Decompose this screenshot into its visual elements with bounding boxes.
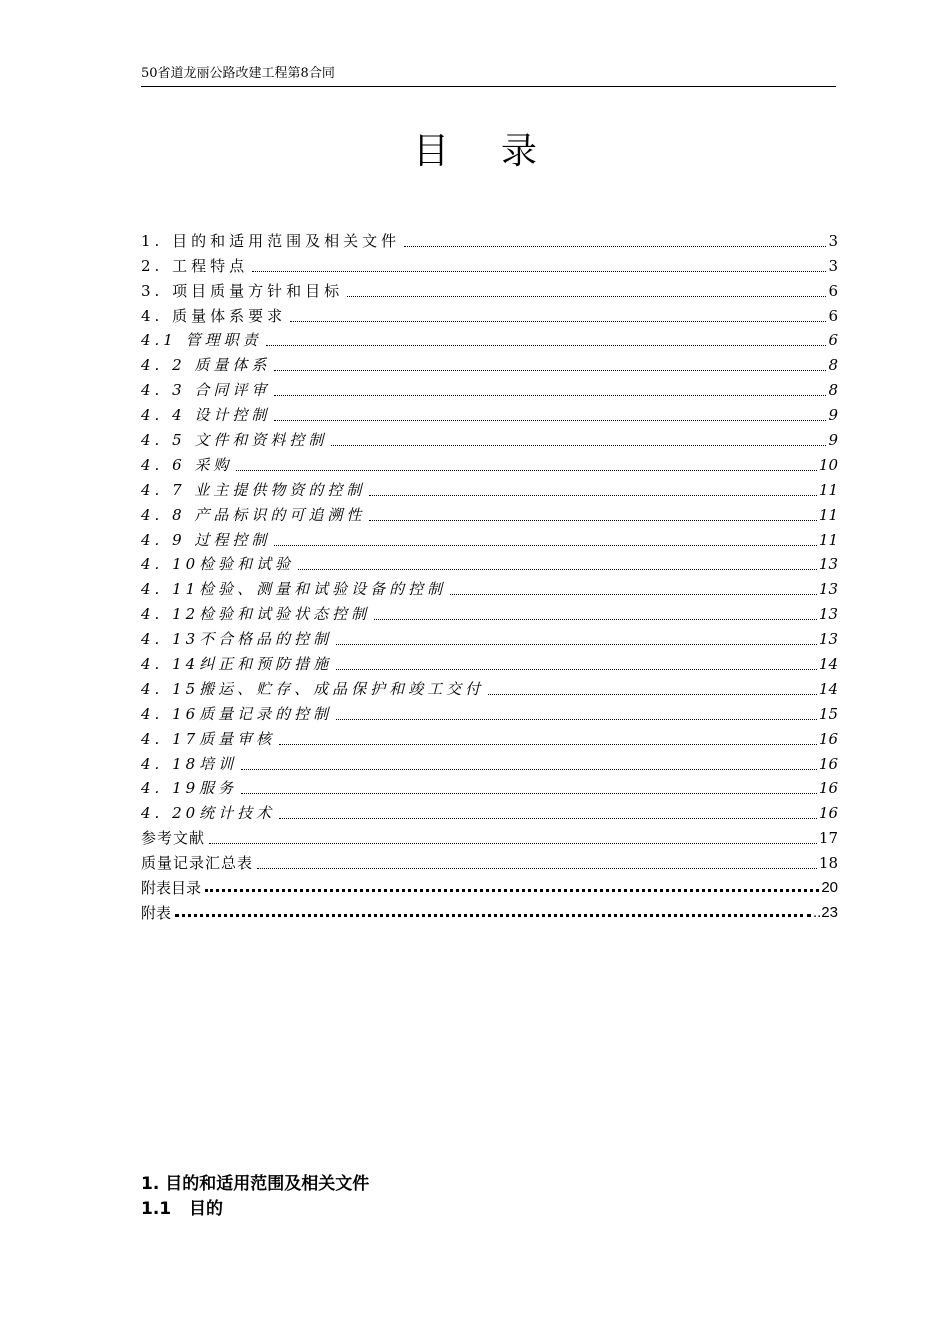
table-of-contents: [141, 226, 838, 923]
toc-entry-label: 4. 15搬运、贮存、成品保护和竣工交付: [141, 679, 485, 698]
toc-dot-leader: [274, 545, 817, 546]
toc-dot-leader: [279, 744, 817, 745]
toc-entry[interactable]: [141, 400, 838, 425]
toc-dot-leader: [290, 321, 826, 322]
toc-entry-page: 16: [818, 754, 838, 773]
toc-entry-page: 10: [818, 455, 838, 474]
toc-dot-leader: [369, 495, 817, 496]
toc-entry-page: 13: [818, 630, 838, 649]
toc-title: 目录: [412, 131, 589, 172]
toc-entry-label: 4. 9 过程控制: [141, 530, 271, 549]
toc-entry-label: 4. 6 采购: [141, 455, 233, 474]
toc-entry[interactable]: [141, 550, 838, 575]
toc-dot-leader: [241, 769, 817, 770]
toc-entry-page: ..23: [812, 904, 838, 922]
toc-entry[interactable]: [141, 724, 838, 749]
toc-entry[interactable]: [141, 873, 838, 898]
toc-entry-label: 4. 13不合格品的控制: [141, 630, 333, 649]
toc-dot-leader: [252, 271, 826, 272]
toc-entry[interactable]: [141, 525, 838, 550]
toc-dot-leader: [209, 843, 817, 844]
toc-dot-leader: [450, 594, 817, 595]
toc-entry-label: 2. 工程特点: [141, 256, 249, 275]
toc-entry-label: 4. 14纠正和预防措施: [141, 655, 333, 674]
toc-entry-label: 4. 20统计技术: [141, 804, 276, 823]
toc-entry[interactable]: [141, 624, 838, 649]
subsection-number: 1.1: [141, 1199, 172, 1219]
toc-entry-page: 11: [818, 480, 838, 499]
page-header: 50省道龙丽公路改建工程第8合同: [141, 64, 836, 87]
toc-entry-page: 16: [818, 804, 838, 823]
toc-entry[interactable]: [141, 226, 838, 251]
subsection-title: 目的: [189, 1199, 223, 1219]
toc-dot-leader: [266, 345, 826, 346]
toc-entry[interactable]: [141, 450, 838, 475]
toc-entry-label: 3. 项目质量方针和目标: [141, 281, 344, 300]
toc-dot-leader: [336, 644, 817, 645]
toc-entry-label: 4. 12检验和试验状态控制: [141, 605, 371, 624]
toc-entry-label: 4. 19服务: [141, 779, 238, 798]
toc-entry-label: 4. 质量体系要求: [141, 306, 287, 325]
toc-entry-label: 1. 目的和适用范围及相关文件: [141, 231, 401, 250]
toc-dot-leader: [488, 694, 817, 695]
toc-entry[interactable]: [141, 276, 838, 301]
toc-entry[interactable]: [141, 599, 838, 624]
toc-entry-page: 6: [828, 306, 838, 325]
toc-entry-label: 4. 8 产品标识的可追溯性: [141, 505, 366, 524]
toc-entry[interactable]: [141, 375, 838, 400]
toc-dot-leader: [205, 889, 819, 892]
toc-entry[interactable]: [141, 823, 838, 848]
toc-entry[interactable]: [141, 798, 838, 823]
toc-entry[interactable]: [141, 425, 838, 450]
toc-dot-leader: [175, 914, 811, 917]
toc-entry-page: 14: [818, 655, 838, 674]
toc-entry-page: 8: [828, 356, 838, 375]
section-heading: 1. 目的和适用范围及相关文件: [141, 1174, 370, 1194]
toc-dot-leader: [369, 520, 817, 521]
toc-entry[interactable]: [141, 475, 838, 500]
toc-entry-label: 质量记录汇总表: [141, 854, 254, 873]
toc-entry-label: 4.1 管理职责: [141, 331, 262, 350]
toc-entry[interactable]: [141, 326, 838, 351]
toc-entry[interactable]: [141, 301, 838, 326]
toc-entry-page: 6: [828, 281, 838, 300]
toc-entry-page: 20: [821, 879, 838, 897]
toc-entry[interactable]: [141, 898, 838, 923]
toc-dot-leader: [404, 246, 826, 247]
toc-entry-page: 13: [818, 555, 838, 574]
toc-entry[interactable]: [141, 774, 838, 799]
toc-dot-leader: [241, 793, 817, 794]
toc-entry[interactable]: [141, 674, 838, 699]
toc-entry-page: 3: [828, 231, 838, 250]
toc-entry[interactable]: [141, 699, 838, 724]
toc-dot-leader: [236, 470, 817, 471]
toc-entry-page: 16: [818, 779, 838, 798]
toc-entry-page: 6: [828, 331, 838, 350]
toc-entry-label: 4. 10检验和试验: [141, 555, 295, 574]
toc-entry-label: 4. 16质量记录的控制: [141, 704, 333, 723]
toc-dot-leader: [347, 296, 826, 297]
subsection-heading: [141, 1197, 223, 1221]
toc-entry-label: 4. 17质量审核: [141, 729, 276, 748]
toc-entry-page: 11: [818, 505, 838, 524]
toc-entry-label: 4. 18培训: [141, 754, 238, 773]
toc-dot-leader: [257, 868, 817, 869]
toc-entry-label: 附表: [141, 904, 172, 923]
toc-entry[interactable]: [141, 848, 838, 873]
toc-entry-page: 16: [818, 729, 838, 748]
toc-entry-label: 4. 4 设计控制: [141, 406, 271, 425]
toc-entry-page: 3: [828, 256, 838, 275]
toc-dot-leader: [279, 818, 817, 819]
toc-entry-page: 8: [828, 381, 838, 400]
toc-dot-leader: [331, 445, 826, 446]
toc-entry-label: 附表目录: [141, 879, 202, 898]
toc-entry[interactable]: [141, 749, 838, 774]
toc-dot-leader: [274, 420, 826, 421]
toc-entry[interactable]: [141, 350, 838, 375]
toc-entry[interactable]: [141, 574, 838, 599]
toc-entry-label: 参考文献: [141, 829, 206, 848]
toc-entry[interactable]: [141, 500, 838, 525]
toc-dot-leader: [298, 569, 817, 570]
toc-entry-label: 4. 5 文件和资料控制: [141, 431, 328, 450]
toc-dot-leader: [274, 370, 826, 371]
toc-entry-page: 13: [818, 580, 838, 599]
toc-entry-page: 13: [818, 605, 838, 624]
toc-entry[interactable]: [141, 251, 838, 276]
toc-entry-label: 4. 7 业主提供物资的控制: [141, 480, 366, 499]
toc-entry-page: 9: [828, 431, 838, 450]
toc-dot-leader: [336, 669, 817, 670]
toc-dot-leader: [374, 619, 817, 620]
toc-entry-page: 14: [818, 679, 838, 698]
toc-dot-leader: [274, 395, 826, 396]
toc-entry-page: 18: [818, 854, 838, 873]
toc-entry[interactable]: [141, 649, 838, 674]
toc-entry-label: 4. 2 质量体系: [141, 356, 271, 375]
toc-entry-page: 15: [818, 704, 838, 723]
toc-entry-page: 17: [818, 829, 838, 848]
toc-entry-page: 9: [828, 406, 838, 425]
toc-entry-label: 4. 11检验、测量和试验设备的控制: [141, 580, 447, 599]
toc-entry-page: 11: [818, 530, 838, 549]
toc-dot-leader: [336, 719, 817, 720]
toc-entry-label: 4. 3 合同评审: [141, 381, 271, 400]
